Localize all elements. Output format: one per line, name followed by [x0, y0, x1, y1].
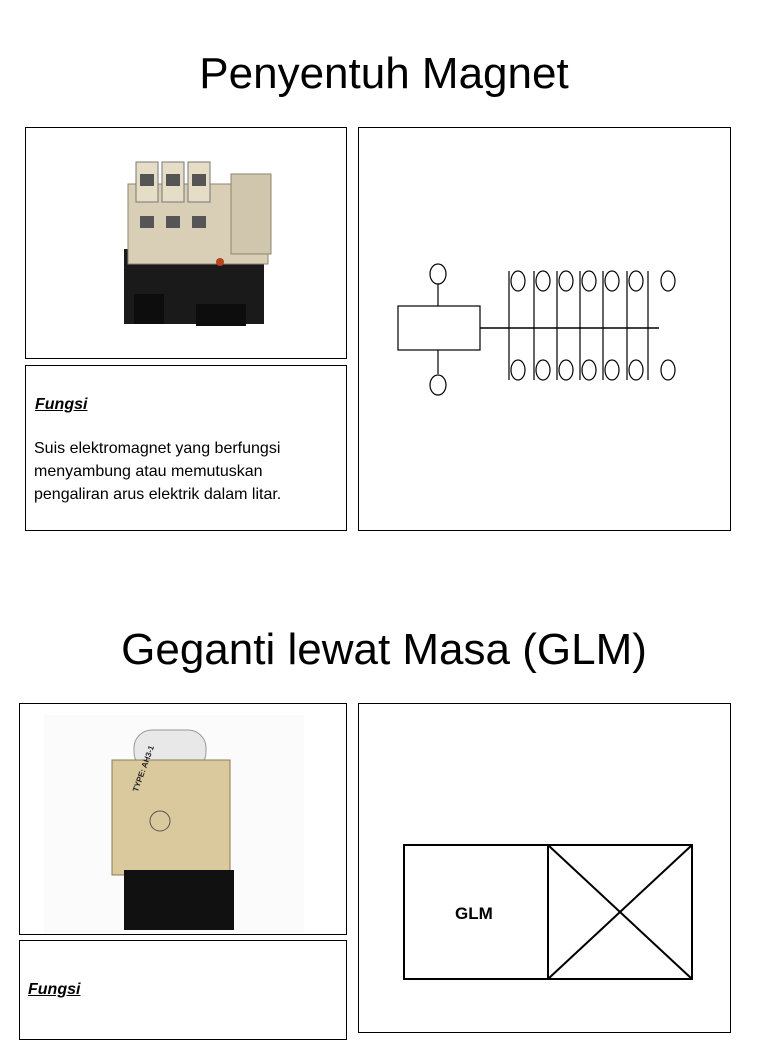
timer-symbol-diagram — [359, 704, 732, 1034]
fungsi-heading: Fungsi — [35, 396, 88, 413]
section1-fungsi-panel — [25, 365, 347, 531]
fungsi-description — [34, 437, 281, 506]
timer-photo-panel — [19, 703, 347, 935]
fungsi-line: Suis elektromagnet yang berfungsi — [34, 440, 281, 457]
timer-relay-photo — [44, 715, 304, 933]
contactor-photo — [96, 144, 296, 344]
section1-title: Penyentuh Magnet — [199, 49, 569, 98]
fungsi-line: menyambung atau memutuskan — [34, 463, 263, 480]
contactor-photo-panel — [25, 127, 347, 359]
fungsi-line: pengaliran arus elektrik dalam litar. — [34, 486, 282, 503]
section2-fungsi-panel — [19, 940, 347, 1040]
section2-title: Geganti lewat Masa (GLM) — [121, 625, 647, 674]
glm-symbol-label: GLM — [455, 904, 493, 923]
fungsi-heading-2: Fungsi — [28, 981, 81, 998]
contactor-symbol-diagram — [359, 128, 732, 532]
contactor-symbol-panel — [358, 127, 731, 531]
timer-symbol-panel — [358, 703, 731, 1033]
timer-type-label: TYPE: AH3-1 — [131, 744, 157, 794]
